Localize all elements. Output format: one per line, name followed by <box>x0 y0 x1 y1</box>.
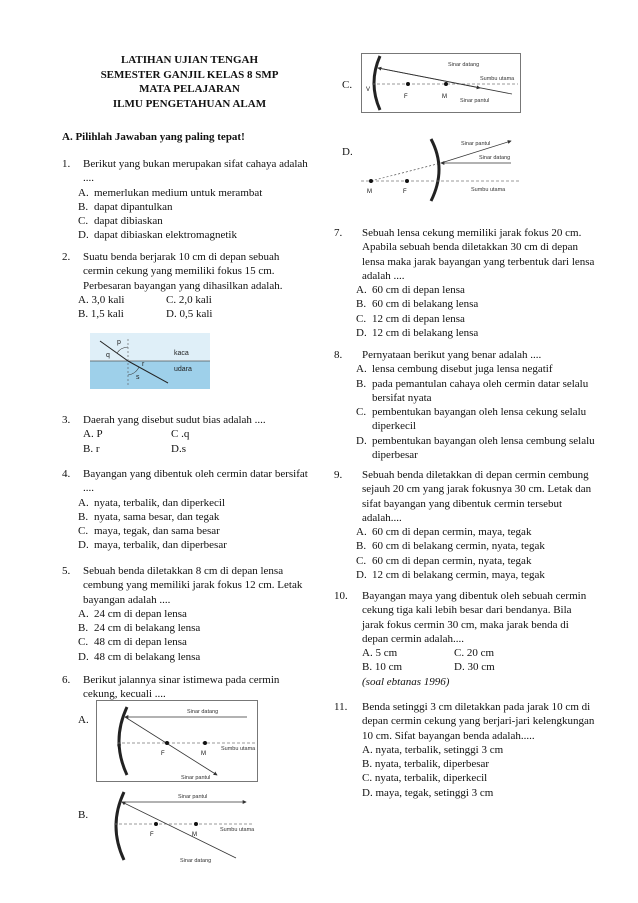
options <box>356 362 596 462</box>
question-11 <box>334 700 596 800</box>
option-d[interactable]: D. maya, tegak, setinggi 3 cm <box>362 786 494 799</box>
option-d[interactable]: D. dapat dibiaskan elektromagnetik <box>78 229 237 242</box>
option-a[interactable]: A. 60 cm di depan cermin, maya, tegak <box>356 526 532 539</box>
q6-option-b-label[interactable]: B. <box>78 809 89 821</box>
option-b[interactable]: B. 60 cm di belakang lensa <box>356 298 479 311</box>
option-a[interactable]: A. lensa cembung disebut juga lensa negatif <box>356 363 553 376</box>
option-a[interactable]: A. P <box>83 428 103 441</box>
options <box>356 283 596 340</box>
q6-option-c-label[interactable]: C. <box>342 79 353 91</box>
label-m: M <box>442 94 447 100</box>
label-m: M <box>201 751 206 757</box>
label-f: F <box>403 189 407 195</box>
option-c[interactable]: C. 48 cm di depan lensa <box>78 636 187 649</box>
question-stem: Suatu benda berjarak 10 cm di depan sebuah cermin cekung yang memiliki fokus 15 cm. Perbesaran bayangan yang dihasilkan adalah. <box>83 251 283 292</box>
option-d[interactable]: D. pembentukan bayangan oleh lensa cembung selalu diperbesar <box>356 434 595 462</box>
question-7 <box>334 226 596 340</box>
question-number: 10. <box>334 590 348 602</box>
option-a[interactable]: A. 5 cm <box>362 647 398 660</box>
label-m: M <box>192 832 197 838</box>
label-r: r <box>142 361 145 368</box>
options <box>362 646 596 675</box>
question-stem: Berikut jalannya sinar istimewa pada cermin cekung, kecuali .... <box>83 674 280 701</box>
option-b[interactable]: B. nyata, terbalik, diperbesar <box>362 758 490 771</box>
question-stem: Berikut yang bukan merupakan sifat cahaya adalah .... <box>83 158 308 185</box>
question-2 <box>62 250 312 321</box>
option-c[interactable]: C. 20 cm <box>454 647 495 660</box>
label-sumbu-utama: Sumbu utama <box>471 187 506 193</box>
option-a[interactable]: A. nyata, terbalik, dan diperkecil <box>78 496 226 509</box>
question-stem: Sebuah benda diletakkan 8 cm di depan lensa cembung yang memiliki jarak fokus 12 cm. Letak bayangan adalah .... <box>83 565 303 606</box>
option-c[interactable]: C. nyata, terbalik, diperkecil <box>362 772 488 785</box>
question-10 <box>334 589 596 689</box>
question-8 <box>334 348 596 462</box>
question-number: 11. <box>334 701 348 713</box>
question-number: 4. <box>62 468 71 480</box>
option-c[interactable]: C. 2,0 kali <box>166 293 212 306</box>
label-q: q <box>106 352 110 359</box>
option-c[interactable]: C. maya, tegak, dan sama besar <box>78 525 220 538</box>
option-b[interactable]: B. pada pemantulan cahaya oleh cermin datar selalu bersifat nyata <box>356 377 589 404</box>
question-number: 3. <box>62 414 71 426</box>
option-d[interactable]: D. 0,5 kali <box>166 308 213 321</box>
question-number: 1. <box>62 158 71 170</box>
options <box>78 186 312 243</box>
option-b[interactable]: B. 60 cm di belakang cermin, nyata, tegak <box>356 540 545 553</box>
header-line-3: MATA PELAJARAN <box>139 83 240 95</box>
options <box>83 427 312 456</box>
label-sumbu-utama: Sumbu utama <box>220 827 255 833</box>
question-5 <box>62 564 312 664</box>
label-sumbu-utama: Sumbu utama <box>480 76 515 82</box>
header-line-2: SEMESTER GANJIL KELAS 8 SMP <box>100 68 279 81</box>
option-c[interactable]: C .q <box>171 428 190 441</box>
question-number: 8. <box>334 349 343 361</box>
label-udara: udara <box>174 366 192 373</box>
option-b[interactable]: B. nyata, sama besar, dan tegak <box>78 510 220 523</box>
mirror-figure-b[interactable] <box>96 788 256 864</box>
option-d[interactable]: D. 30 cm <box>454 661 495 674</box>
option-a[interactable]: A. nyata, terbalik, setinggi 3 cm <box>362 743 504 756</box>
option-a[interactable]: A. 24 cm di depan lensa <box>78 607 187 620</box>
mirror-figure-a[interactable] <box>96 700 258 782</box>
option-b[interactable]: B. 1,5 kali <box>78 308 124 321</box>
label-sinar-datang: Sinar datang <box>479 155 511 161</box>
page-header <box>62 53 317 111</box>
label-sinar-pantul: Sinar pantul <box>178 794 208 800</box>
label-sumbu-utama: Sumbu utama <box>221 746 256 752</box>
question-number: 7. <box>334 227 343 239</box>
label-sinar-datang: Sinar datang <box>448 62 480 68</box>
question-1 <box>62 157 312 243</box>
label-sinar-pantul: Sinar pantul <box>181 775 211 781</box>
option-a[interactable]: A. 3,0 kali <box>78 293 125 306</box>
label-kaca: kaca <box>174 350 189 357</box>
options <box>78 293 312 322</box>
label-v: V <box>117 745 122 751</box>
question-stem: Daerah yang disebut sudut bias adalah .... <box>83 414 266 426</box>
label-sinar-pantul: Sinar pantul <box>460 98 490 104</box>
refraction-figure <box>90 333 210 389</box>
question-source: (soal ebtanas 1996) <box>362 675 450 688</box>
question-number: 9. <box>334 469 343 481</box>
q6-option-a-label[interactable]: A. <box>78 714 89 726</box>
option-d[interactable]: D.s <box>171 442 186 455</box>
options <box>78 496 312 553</box>
option-c[interactable]: C. 60 cm di depan cermin, nyata, tegak <box>356 554 532 567</box>
option-b[interactable]: B. 10 cm <box>362 661 403 674</box>
question-number: 5. <box>62 565 71 577</box>
question-stem: Bayangan maya yang dibentuk oleh sebuah cermin cekung tiga kali lebih besar dari bendanya. Bila jarak fokus cermin 30 cm, maka jarak benda di depan cermin adalah.... <box>362 590 587 645</box>
question-9 <box>334 468 596 582</box>
option-a[interactable]: A. 60 cm di depan lensa <box>356 284 465 297</box>
question-number: 2. <box>62 251 71 263</box>
label-sinar-datang: Sinar datang <box>180 858 212 864</box>
question-6 <box>62 673 312 702</box>
question-stem: Sebuah benda diletakkan di depan cermin cembung sejauh 20 cm yang jarak fokusnya 30 cm. Letak dan sifat bayangan yang dibentuk cermin tersebut adalah.... <box>362 469 592 524</box>
option-c[interactable]: C. dapat dibiaskan <box>78 215 163 228</box>
option-b[interactable]: B. r <box>83 442 100 455</box>
label-sinar-datang: Sinar datang <box>187 709 219 715</box>
header-line-1: LATIHAN UJIAN TENGAH <box>120 54 259 66</box>
option-c[interactable]: C. 12 cm di depan lensa <box>356 312 465 325</box>
question-4 <box>62 467 312 553</box>
mirror-figure-d[interactable] <box>361 135 521 203</box>
label-f: F <box>404 94 408 100</box>
header-line-4: ILMU PENGETAHUAN ALAM <box>112 97 267 110</box>
option-b[interactable]: B. dapat dipantulkan <box>78 200 173 213</box>
options <box>78 607 312 664</box>
label-f: F <box>150 832 154 838</box>
q6-option-d-label[interactable]: D. <box>342 146 353 158</box>
options <box>356 525 596 582</box>
label-f: F <box>161 751 165 757</box>
question-3 <box>62 413 312 456</box>
label-m: M <box>367 189 372 195</box>
label-p: p <box>117 339 121 346</box>
option-b[interactable]: B. 24 cm di belakang lensa <box>78 622 201 635</box>
question-stem: Pernyataan berikut yang benar adalah .... <box>362 349 542 361</box>
question-stem: Bayangan yang dibentuk oleh cermin datar bersifat .... <box>83 468 308 495</box>
label-v: V <box>366 87 371 93</box>
question-stem: Benda setinggi 3 cm diletakkan pada jarak 10 cm di depan cermin cekung yang berjari-jari kelengkungan 10 cm. Sifat bayangan benda adalah..... <box>362 701 595 742</box>
option-d[interactable]: D. maya, terbalik, dan diperbesar <box>78 539 227 552</box>
options <box>362 743 596 800</box>
option-d[interactable]: D. 12 cm di belakang lensa <box>356 327 479 340</box>
mirror-figure-c[interactable] <box>361 53 521 113</box>
label-sinar-pantul: Sinar pantul <box>461 141 491 147</box>
section-title: A. Pilihlah Jawaban yang paling tepat! <box>62 131 245 143</box>
option-c[interactable]: C. pembentukan bayangan oleh lensa cekung selalu diperkecil <box>356 406 587 433</box>
option-a[interactable]: A. memerlukan medium untuk merambat <box>78 186 263 199</box>
label-s: s <box>136 374 140 381</box>
option-d[interactable]: D. 48 cm di belakang lensa <box>78 650 201 663</box>
question-stem: Sebuah lensa cekung memiliki jarak fokus 20 cm. Apabila sebuah benda diletakkan 30 cm di depan lensa maka jarak bayangan yang terbentuk dari lensa adalah .... <box>362 227 595 282</box>
question-number: 6. <box>62 674 71 686</box>
option-d[interactable]: D. 12 cm di belakang cermin, maya, tegak <box>356 569 545 582</box>
